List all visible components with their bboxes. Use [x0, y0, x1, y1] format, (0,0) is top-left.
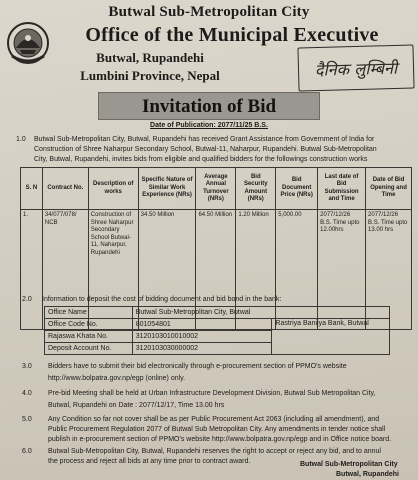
cell-opening: 2077/12/26 B.S. Time upto 13.00 hrs	[366, 210, 412, 330]
deposit-bank: Rastriya Banijya Bank, Butwal	[272, 319, 390, 355]
newspaper-stamp	[297, 44, 414, 91]
deposit-table	[44, 306, 390, 355]
section-3-number: 3.0	[22, 363, 32, 370]
section-1-line: City, Butwal, Rupandehi, invites bids from eligible and qualified bidders for the followings construction works	[34, 156, 368, 163]
section-5-line: publish in e-procurement section of PPMO's website http://www.bolpatra.gov.np/egp and in Office notice board.	[48, 436, 392, 443]
stamp-text: दैनिक लुम्बिनी	[314, 58, 398, 80]
section-5-text	[48, 415, 414, 445]
deposit-value: 3120103030000002	[132, 343, 272, 355]
deposit-label: Office Name	[45, 307, 133, 319]
office-province: Lumbini Province, Nepal	[80, 68, 220, 83]
section-1-number: 1.0	[16, 136, 26, 143]
deposit-label: Rajaswa Khata No.	[45, 331, 133, 343]
table-row	[45, 307, 390, 319]
cell-turnover: 64.50 Million	[196, 210, 236, 330]
section-4-line: Butwal, Rupandehi on Date : 2077/12/17, Time 13.00 hrs	[48, 402, 225, 409]
col-contract: Contract No.	[42, 168, 88, 210]
section-3-text	[48, 362, 414, 384]
office-address: Butwal, Rupandehi	[96, 50, 204, 65]
cell-experience: 34.50 Million	[138, 210, 196, 330]
cell-sn: 1.	[21, 210, 43, 330]
col-security: Bid Security Amount (NRs)	[236, 168, 276, 210]
deposit-value: 3120103010010002	[132, 331, 272, 343]
section-5-line: Any Condition so far not cover shall be as per Public Procurement Act 2063 (including all amendment), and	[48, 416, 380, 423]
section-4-number: 4.0	[22, 390, 32, 397]
col-experience: Specific Nature of Similar Work Experience (NRs)	[138, 168, 196, 210]
col-last-date: Last date of Bid Submission and Time	[318, 168, 366, 210]
signature-city: Butwal Sub-Metropolitan City	[300, 461, 398, 468]
col-doc-price: Bid Document Price (NRs)	[276, 168, 318, 210]
publication-date: Date of Publication: 2077/11/25 B.S.	[150, 122, 268, 129]
section-2-number: 2.0	[22, 296, 32, 303]
section-5-line: Public Procurement Regulation 2077 of Butwal Sub Metropolitan City. Any amendments in tender notice shall	[48, 426, 386, 433]
cell-contract: 34/077/078/ NCB	[42, 210, 88, 330]
col-description: Description of works	[88, 168, 138, 210]
cell-last-date: 2077/12/26 B.S. Time upto 12.00hrs	[318, 210, 366, 330]
cell-security: 1.20 Million	[236, 210, 276, 330]
office-name: Office of the Municipal Executive	[85, 24, 379, 46]
notice-title: Invitation of Bid	[98, 92, 320, 120]
col-turnover: Average Annual Turnover (NRs)	[196, 168, 236, 210]
deposit-value: 801054801	[132, 319, 272, 331]
section-3-line: http://www.bolpatra.gov.np/egp (online) only.	[48, 375, 186, 382]
section-2-text: Information to deposit the cost of bidding document and bid bond in the bank:	[42, 296, 282, 303]
deposit-value: Butwal Sub-Metropolitan City, Butwal	[132, 307, 389, 319]
cell-description: Construction of Shree Naharpur Secondary School Butwal-11, Naharpur, Rupandehi	[88, 210, 138, 330]
section-1-line: Construction of Shree Naharpur Secondary School, Butwal-11, Naharpur, Rupandehi. Butwal Sub-Metropolitan	[34, 146, 377, 153]
section-6-number: 6.0	[22, 448, 32, 455]
deposit-label: Deposit Account No.	[45, 343, 133, 355]
section-6-line: Butwal Sub-Metropolitan City, Butwal, Rupandehi reserves the right to accept or reject any bid, and to annul	[48, 448, 381, 455]
city-name: Butwal Sub-Metropolitan City	[108, 4, 310, 20]
table-row	[45, 319, 390, 331]
col-opening: Date of Bid Opening and Time	[366, 168, 412, 210]
signature-place: Butwal, Rupandehi	[336, 471, 399, 478]
deposit-label: Office Code No.	[45, 319, 133, 331]
col-sn: S. N	[21, 168, 43, 210]
section-5-number: 5.0	[22, 416, 32, 423]
section-4-line: Pre-bid Meeting shall be held at Urban Infrastructure Development Division, Butwal Sub Metropolitan City,	[48, 390, 376, 397]
section-1-line: Butwal Sub-Metropolitan City, Butwal, Rupandehi has received Grant Assistance from Government of India for	[34, 136, 375, 143]
section-4-text	[48, 389, 414, 411]
bid-table-header-row	[21, 168, 412, 210]
section-3-line: Bidders have to submit their bid electronically through e-procurement section of PPMO's website	[48, 363, 347, 370]
section-1-text	[34, 135, 414, 165]
cell-doc-price: 5,000.00	[276, 210, 318, 330]
section-6-line: the process and reject all bids at any time prior to contract award.	[48, 458, 251, 465]
